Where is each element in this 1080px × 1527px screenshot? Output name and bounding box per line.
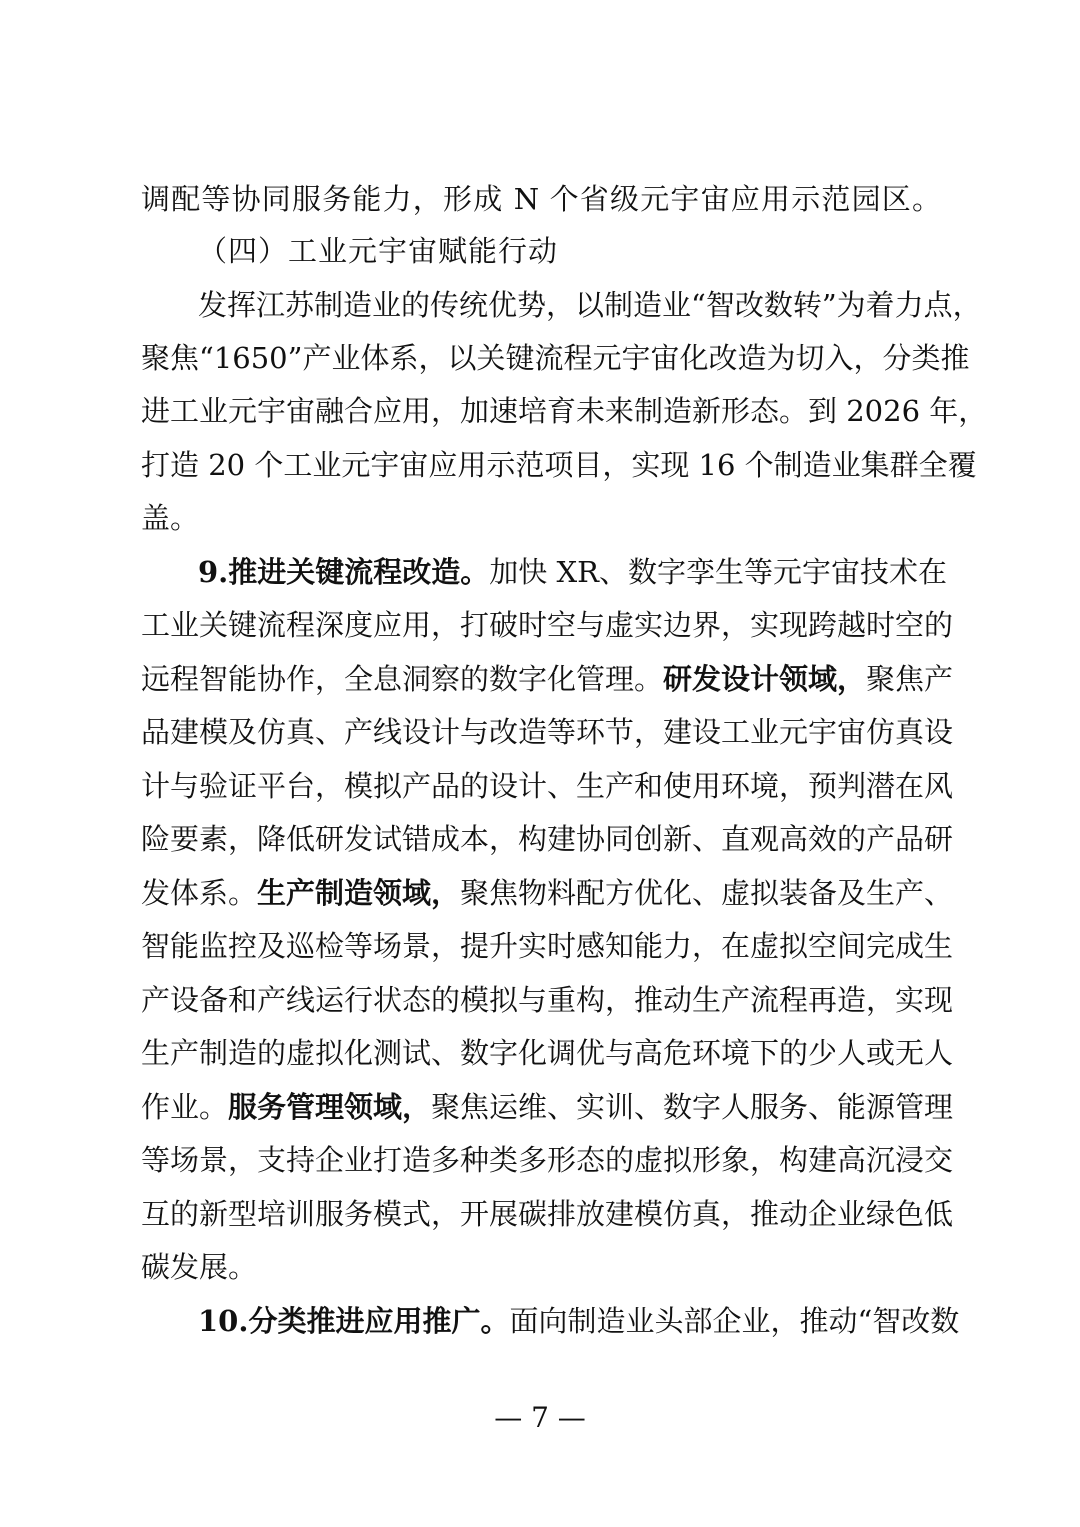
text-run: 产设备和产线运行状态的模拟与重构，推动生产流程再造，实现	[141, 983, 954, 1017]
text-run: 发挥江苏制造业的传统优势，以制造业“智改数转”为着力点，	[198, 288, 982, 322]
text-line	[141, 1082, 954, 1132]
text-run: 作业。	[141, 1090, 229, 1124]
text-run: 生产制造的虚拟化测试、数字化调优与高危环境下的少人或无人	[141, 1036, 954, 1070]
text-run: 碳发展。	[141, 1250, 258, 1284]
text-run: 工业关键流程深度应用，打破时空与虚实边界，实现跨越时空的	[141, 608, 954, 642]
text-line	[141, 333, 970, 383]
text-line	[141, 868, 954, 918]
text-run: 聚焦产	[866, 662, 954, 696]
text-run: 发体系。	[141, 876, 258, 910]
text-line	[141, 1242, 941, 1292]
text-run: 聚焦物料配方优化、虚拟装备及生产、	[460, 876, 954, 910]
text-line	[198, 547, 947, 597]
text-run: 险要素，降低研发试错成本，构建协同创新、直观高效的产品研	[141, 822, 954, 856]
text-run: 加快 XR、数字孪生等元宇宙技术在	[489, 555, 947, 589]
text-line	[141, 1135, 954, 1185]
text-line	[141, 493, 941, 543]
text-line	[141, 440, 977, 490]
text-line	[141, 600, 954, 650]
text-line	[141, 707, 954, 757]
text-run: 打造 20 个工业元宇宙应用示范项目，实现 16 个制造业集群全覆	[141, 448, 977, 482]
text-run: 调配等协同服务能力，形成 N 个省级元宇宙应用示范园区。	[141, 182, 941, 216]
text-run: 等场景，支持企业打造多种类多形态的虚拟形象，构建高沉浸交	[141, 1143, 954, 1177]
section-heading	[198, 226, 941, 276]
text-line	[141, 654, 954, 704]
text-line	[198, 1296, 960, 1346]
text-line	[141, 761, 954, 811]
text-line	[141, 1028, 954, 1078]
text-line	[141, 814, 954, 864]
page-number: — 7 —	[494, 1401, 586, 1434]
text-line	[141, 975, 954, 1025]
item-heading: 10.分类推进应用推广。	[198, 1304, 510, 1338]
text-run: 聚焦“1650”产业体系，以关键流程元宇宙化改造为切入，分类推	[141, 341, 970, 375]
bold-term: 研发设计领域，	[663, 662, 867, 696]
text-run: 面向制造业头部企业，推动“智改数	[509, 1304, 960, 1338]
text-line	[141, 1189, 954, 1239]
text-run: 品建模及仿真、产线设计与改造等环节，建设工业元宇宙仿真设	[141, 715, 954, 749]
item-heading: 9.推进关键流程改造。	[198, 555, 490, 589]
text-line	[141, 174, 941, 224]
bold-term: 服务管理领域，	[228, 1090, 432, 1124]
text-run: 进工业元宇宙融合应用，加速培育未来制造新形态。到 2026 年，	[141, 394, 988, 428]
text-run: 盖。	[141, 501, 200, 535]
bold-term: 生产制造领域，	[257, 876, 461, 910]
text-run: 互的新型培训服务模式，开展碳排放建模仿真，推动企业绿色低	[141, 1197, 954, 1231]
text-line	[198, 280, 982, 330]
text-run: 远程智能协作，全息洞察的数字化管理。	[141, 662, 664, 696]
text-line	[141, 921, 954, 971]
text-run: 智能监控及巡检等场景，提升实时感知能力，在虚拟空间完成生	[141, 929, 954, 963]
text-line	[141, 386, 988, 436]
text-run: （四）工业元宇宙赋能行动	[198, 234, 559, 268]
text-run: 计与验证平台，模拟产品的设计、生产和使用环境，预判潜在风	[141, 769, 954, 803]
text-run: 聚焦运维、实训、数字人服务、能源管理	[431, 1090, 954, 1124]
